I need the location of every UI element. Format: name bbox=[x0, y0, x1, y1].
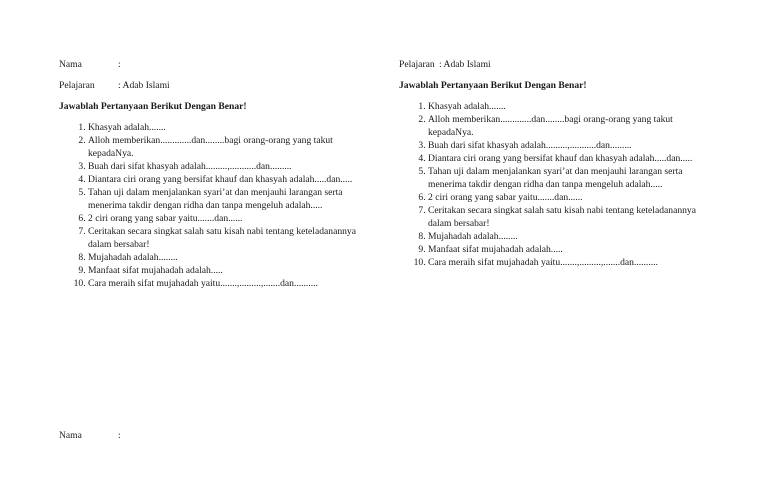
bottom-nama-field bbox=[59, 430, 121, 442]
question-item: 10. Cara meraih sifat mujahadah yaitu.......,.........,.......dan.......... bbox=[88, 277, 369, 290]
nama-label: Nama bbox=[59, 59, 82, 70]
question-item: 3. Buah dari sifat khasyah adalah.........,...........dan......... bbox=[88, 160, 369, 173]
question-item: 6. 2 ciri orang yang sabar yaitu.......dan...... bbox=[88, 212, 369, 225]
question-item: 1. Khasyah adalah....... bbox=[428, 100, 718, 113]
pelajaran-label: Pelajaran bbox=[399, 59, 435, 70]
instruction-heading: Jawablah Pertanyaan Berikut Dengan Benar! bbox=[59, 101, 247, 112]
nama-label: Nama bbox=[59, 430, 82, 441]
question-item: 4. Diantara ciri orang yang bersifat khauf dan khasyah adalah.....dan..... bbox=[428, 152, 718, 165]
nama-colon: : bbox=[118, 430, 121, 441]
pelajaran-field bbox=[59, 80, 170, 92]
pelajaran-field bbox=[399, 59, 491, 71]
nama-colon: : bbox=[118, 59, 121, 70]
question-item: 8. Mujahadah adalah........ bbox=[428, 230, 718, 243]
pelajaran-value: : Adab Islami bbox=[118, 80, 170, 91]
question-item: 8. Mujahadah adalah........ bbox=[88, 251, 369, 264]
question-item: 2. Alloh memberikan.............dan........bagi orang-orang yang takut kepadaNya. bbox=[88, 134, 369, 160]
question-item: 9. Manfaat sifat mujahadah adalah..... bbox=[88, 264, 369, 277]
question-item: 5. Tahan uji dalam menjalankan syari’at dan menjauhi larangan serta menerima takdir dengan ridha dan tanpa mengeluh adalah..... bbox=[428, 165, 718, 191]
question-item: 10. Cara meraih sifat mujahadah yaitu.......,.........,.......dan.......... bbox=[428, 256, 718, 269]
question-item: 6. 2 ciri orang yang sabar yaitu.......dan...... bbox=[428, 191, 718, 204]
nama-field bbox=[59, 59, 124, 71]
question-item: 9. Manfaat sifat mujahadah adalah..... bbox=[428, 243, 718, 256]
question-item: 7. Ceritakan secara singkat salah satu kisah nabi tentang keteladanannya dalam bersabar! bbox=[428, 204, 718, 230]
question-list bbox=[59, 121, 369, 290]
question-list bbox=[399, 100, 718, 269]
question-item: 7. Ceritakan secara singkat salah satu kisah nabi tentang keteladanannya dalam bersabar! bbox=[88, 225, 369, 251]
question-item: 2. Alloh memberikan.............dan........bagi orang-orang yang takut kepadaNya. bbox=[428, 113, 718, 139]
pelajaran-label: Pelajaran bbox=[59, 80, 95, 91]
instruction-heading: Jawablah Pertanyaan Berikut Dengan Benar! bbox=[399, 80, 587, 91]
question-item: 3. Buah dari sifat khasyah adalah.........,...........dan......... bbox=[428, 139, 718, 152]
question-item: 4. Diantara ciri orang yang bersifat khauf dan khasyah adalah.....dan..... bbox=[88, 173, 369, 186]
pelajaran-value: : Adab Islami bbox=[439, 59, 491, 70]
question-item: 1. Khasyah adalah....... bbox=[88, 121, 369, 134]
question-item: 5. Tahan uji dalam menjalankan syari’at dan menjauhi larangan serta menerima takdir dengan ridha dan tanpa mengeluh adalah..... bbox=[88, 186, 369, 212]
